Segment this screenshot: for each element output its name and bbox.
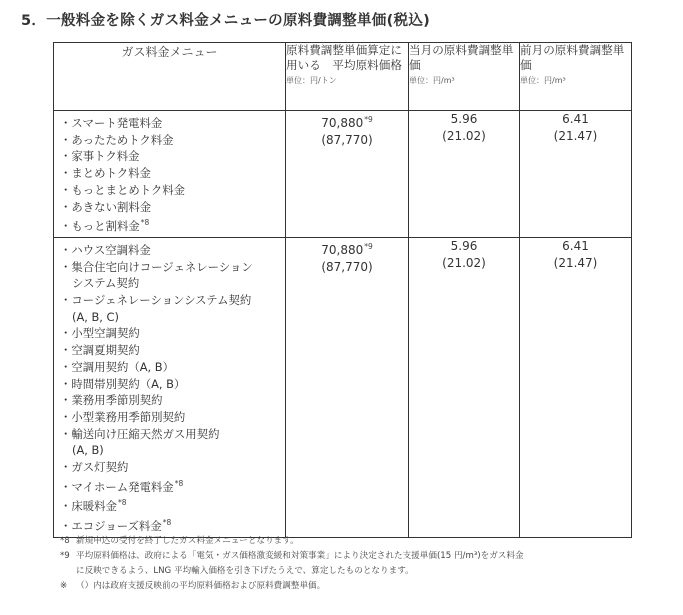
list-item bbox=[60, 515, 285, 535]
menu-item-continuation: (A, B) bbox=[72, 443, 104, 458]
previous-rate-unit: 単位：円/m³ bbox=[520, 76, 566, 85]
avg-price-column-header bbox=[286, 43, 409, 111]
avg-price-unit: 単位：円/トン bbox=[286, 76, 337, 85]
list-item bbox=[60, 242, 285, 259]
previous-rate-pre-support: (21.47) bbox=[553, 129, 598, 143]
note-ref: *8 bbox=[117, 498, 127, 508]
previous-rate-pre-support: (21.47) bbox=[553, 255, 598, 270]
note-ref: *8 bbox=[174, 478, 184, 488]
footnote-text bbox=[76, 534, 299, 549]
footnote-mark: *9 bbox=[60, 551, 70, 561]
menu-item-label: ・小型空調契約 bbox=[60, 326, 140, 341]
footnote-text bbox=[76, 579, 325, 594]
avg-price-value: 70,880 bbox=[321, 242, 364, 257]
menu-item-label: ・床暖料金 bbox=[60, 499, 117, 514]
rate-table bbox=[53, 42, 632, 538]
menu-item-label: ・空調用契約（A, B） bbox=[60, 359, 174, 374]
menu-item-label: ・輸送向け圧縮天然ガス用契約 bbox=[60, 426, 220, 441]
menu-item-label: ・小型業務用季節別契約 bbox=[60, 409, 186, 424]
footnotes bbox=[60, 534, 524, 594]
footnote-mark: *8 bbox=[60, 536, 70, 546]
list-item bbox=[60, 392, 285, 409]
note-ref: *8 bbox=[162, 518, 172, 528]
footnote-mark: ※ bbox=[60, 581, 68, 591]
current-rate-value: 5.96 bbox=[450, 238, 478, 253]
footnote-line: 平均原料価格は、政府による「電気・ガス価格激変緩和対策事業」により決定された支援単価(15 円/m³)をガス料金 bbox=[76, 551, 524, 561]
menu-item-label: ・時間帯別契約（A, B） bbox=[60, 376, 186, 391]
menu-item-label: ・あきない割料金 bbox=[60, 199, 152, 214]
menu-item-label: ・あったためトク料金 bbox=[60, 132, 174, 147]
menu-item-continuation: (A, B, C) bbox=[72, 309, 119, 324]
current-rate-unit: 単位：円/m³ bbox=[409, 76, 455, 85]
list-item bbox=[60, 199, 285, 216]
previous-rate-value: 6.41 bbox=[562, 112, 589, 126]
table-row bbox=[54, 237, 632, 537]
menu-list bbox=[54, 111, 285, 237]
list-item bbox=[60, 325, 285, 342]
menu-item-label: ・コージェネレーションシステム契約 bbox=[60, 293, 252, 308]
menu-item-label: ・まとめトク料金 bbox=[60, 166, 151, 181]
previous-rate-cell bbox=[520, 111, 632, 238]
menu-column-header: ガス料金メニュー bbox=[54, 43, 286, 111]
menu-list bbox=[54, 238, 285, 537]
menu-item-label: ・業務用季節別契約 bbox=[60, 393, 163, 408]
menu-item-label: ・空調夏期契約 bbox=[60, 343, 140, 358]
menu-item-label: ・ハウス空調料金 bbox=[60, 242, 151, 257]
list-item bbox=[60, 342, 285, 359]
menu-item-label: ・エコジョーズ料金 bbox=[60, 519, 162, 534]
list-item bbox=[60, 165, 285, 182]
list-item bbox=[60, 459, 285, 476]
avg-price-cell bbox=[286, 237, 409, 537]
footnote bbox=[60, 549, 524, 579]
list-item bbox=[60, 426, 285, 459]
note-ref: *8 bbox=[140, 218, 150, 228]
list-item bbox=[60, 495, 285, 515]
menu-item-label: ・もっとまとめトク料金 bbox=[60, 182, 186, 197]
menu-item-label: ・スマート発電料金 bbox=[60, 116, 163, 130]
previous-rate-value: 6.41 bbox=[562, 238, 589, 253]
current-rate-column-header bbox=[409, 43, 520, 111]
list-item bbox=[60, 115, 285, 132]
avg-price-header-label: 原料費調整単価算定に用いる 平均原料価格 bbox=[286, 43, 402, 72]
list-item bbox=[60, 409, 285, 426]
current-rate-header-label: 当月の原料費調整単価 bbox=[409, 43, 514, 72]
list-item bbox=[60, 259, 285, 292]
note-ref: *9 bbox=[364, 241, 373, 251]
current-rate-pre-support: (21.02) bbox=[442, 129, 486, 143]
previous-rate-header-label: 前月の原料費調整単価 bbox=[520, 43, 625, 72]
menu-item-continuation: システム契約 bbox=[72, 276, 140, 291]
current-rate-cell bbox=[409, 111, 520, 238]
table-row bbox=[54, 111, 632, 238]
menu-item-label: ・ガス灯契約 bbox=[60, 460, 129, 475]
menu-item-label: ・もっと割料金 bbox=[60, 219, 140, 234]
note-ref: *9 bbox=[364, 115, 373, 124]
list-item bbox=[60, 292, 285, 325]
section-heading: 5．一般料金を除くガス料金メニューの原料費調整単価(税込) bbox=[21, 13, 431, 29]
footnote-line: （）内は政府支援反映前の平均原料価格および原料費調整単価。 bbox=[76, 581, 326, 591]
avg-price-pre-support: (87,770) bbox=[321, 133, 373, 147]
footnote bbox=[60, 534, 524, 549]
avg-price-value: 70,880 bbox=[321, 116, 364, 130]
avg-price-cell bbox=[286, 111, 409, 238]
previous-rate-column-header bbox=[520, 43, 632, 111]
list-item bbox=[60, 359, 285, 376]
current-rate-cell bbox=[409, 237, 520, 537]
previous-rate-cell bbox=[520, 237, 632, 537]
list-item bbox=[60, 132, 285, 149]
footnote-text bbox=[76, 549, 524, 579]
menu-list-cell bbox=[54, 111, 286, 238]
current-rate-value: 5.96 bbox=[450, 112, 478, 126]
menu-item-label: ・家事トク料金 bbox=[60, 149, 140, 164]
list-item bbox=[60, 215, 285, 235]
menu-item-label: ・マイホーム発電料金 bbox=[60, 479, 174, 494]
footnote-line: に反映できるよう、LNG 平均輸入価格を引き下げたうえで、算定したものとなります。 bbox=[76, 566, 414, 576]
current-rate-pre-support: (21.02) bbox=[442, 255, 486, 270]
menu-list-cell bbox=[54, 237, 286, 537]
list-item bbox=[60, 476, 285, 496]
footnote-line: 新規申込の受付を終了したガス料金メニューとなります。 bbox=[76, 536, 299, 546]
menu-item-label: ・集合住宅向けコージェネレーション bbox=[60, 259, 253, 274]
list-item bbox=[60, 182, 285, 199]
list-item bbox=[60, 376, 285, 393]
avg-price-pre-support: (87,770) bbox=[321, 259, 373, 274]
table-header-row bbox=[54, 43, 632, 111]
list-item bbox=[60, 148, 285, 165]
footnote bbox=[60, 579, 524, 594]
